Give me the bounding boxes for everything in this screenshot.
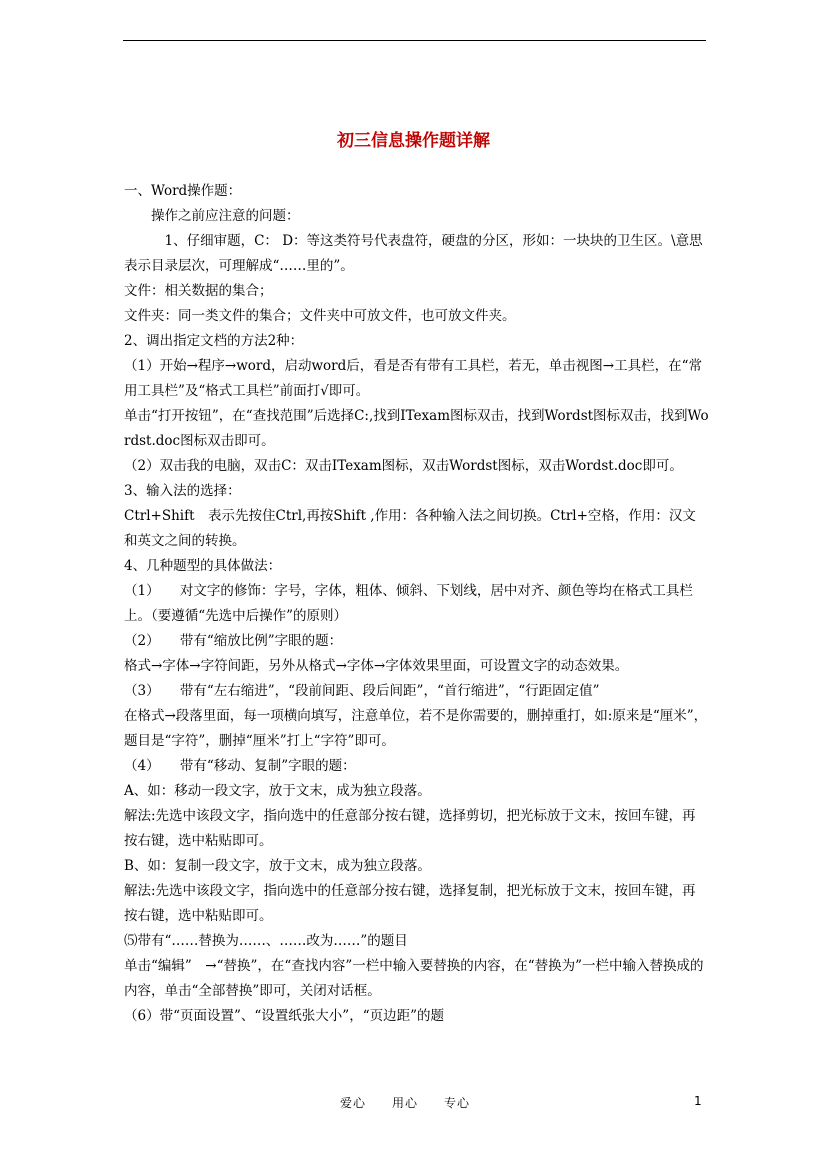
header-rule [123, 40, 706, 41]
body-line: 一、Word操作题： [124, 183, 242, 199]
body-line: 文件夹：同一类文件的集合；文件夹中可放文件，也可放文件夹。 [124, 308, 516, 324]
body-line: ⑸带有“……替换为……、……改为……”的题目 [124, 933, 408, 949]
body-line: 格式→字体→字符间距，另外从格式→字体→字体效果里面，可设置文字的动态效果。 [124, 658, 629, 674]
body-line: 文件：相关数据的集合； [124, 283, 273, 299]
body-line: B、如：复制一段文字，放于文末，成为独立段落。 [124, 858, 431, 874]
body-line: （1）开始→程序→word，启动word后，看是否有带有工具栏，若无，单击视图→工具栏，在“常用工具栏”及“格式工具栏”前面打√即可。 [124, 358, 702, 399]
body-line: 1、仔细审题，C： D：等这类符号代表盘符，硬盘的分区，形如：一块块的卫生区。\意思表示目录层次，可理解成“……里的”。 [124, 233, 703, 274]
body-line: （2） 带有“缩放比例”字眼的题： [124, 633, 343, 649]
page-number: 1 [694, 1094, 702, 1108]
body-line: 3、输入法的选择： [124, 483, 241, 499]
body-line: 解法:先选中该段文字，指向选中的任意部分按右键，选择复制，把光标放于文末，按回车键，再按右键，选中粘贴即可。 [124, 883, 696, 924]
body-line: 在格式→段落里面，每一项横向填写，注意单位，若不是你需要的，删掉重打，如:原来是“厘米”，题目是“字符”，删掉“厘米”打上“字符”即可。 [124, 708, 708, 749]
body-line: 单击“编辑” →“替换”，在“查找内容”一栏中输入要替换的内容，在“替换为”一栏中输入替换成的内容，单击“全部替换”即可，关闭对话框。 [124, 958, 704, 999]
document-body [124, 179, 709, 1029]
body-line: 2、调出指定文档的方法2种： [124, 333, 304, 349]
footer-motto: 爱心 用心 专心 [340, 1096, 471, 1110]
body-line: （6）带“页面设置”、“设置纸张大小”，“页边距”的题 [124, 1008, 444, 1024]
body-line: 解法:先选中该段文字，指向选中的任意部分按右键，选择剪切，把光标放于文末，按回车键，再按右键，选中粘贴即可。 [124, 808, 696, 849]
body-line: 4、几种题型的具体做法： [124, 558, 282, 574]
body-line: （4） 带有“移动、复制”字眼的题： [124, 758, 356, 774]
body-line: A、如：移动一段文字，放于文末，成为独立段落。 [124, 783, 431, 799]
body-line: （3） 带有“左右缩进”，“段前间距、段后间距”，“首行缩进”，“行距固定值” [124, 683, 600, 699]
body-line: 操作之前应注意的问题： [124, 208, 300, 224]
body-line: 单击“打开按钮”，在“查找范围”后选择C:,找到ITexam图标双击，找到Wordst图标双击，找到Wordst.doc图标双击即可。 [124, 408, 709, 449]
body-line: （1） 对文字的修饰：字号，字体，粗体、倾斜、下划线，居中对齐、颜色等均在格式工具栏上。（要遵循“先选中后操作”的原则） [124, 583, 693, 624]
body-line: Ctrl+Shift 表示先按住Ctrl,再按Shift ,作用：各种输入法之间切换。Ctrl+空格，作用：汉文和英文之间的转换。 [124, 508, 696, 549]
body-line: （2）双击我的电脑，双击C：双击ITexam图标，双击Wordst图标，双击Wordst.doc即可。 [124, 458, 683, 474]
document-title: 初三信息操作题详解 [337, 131, 490, 151]
